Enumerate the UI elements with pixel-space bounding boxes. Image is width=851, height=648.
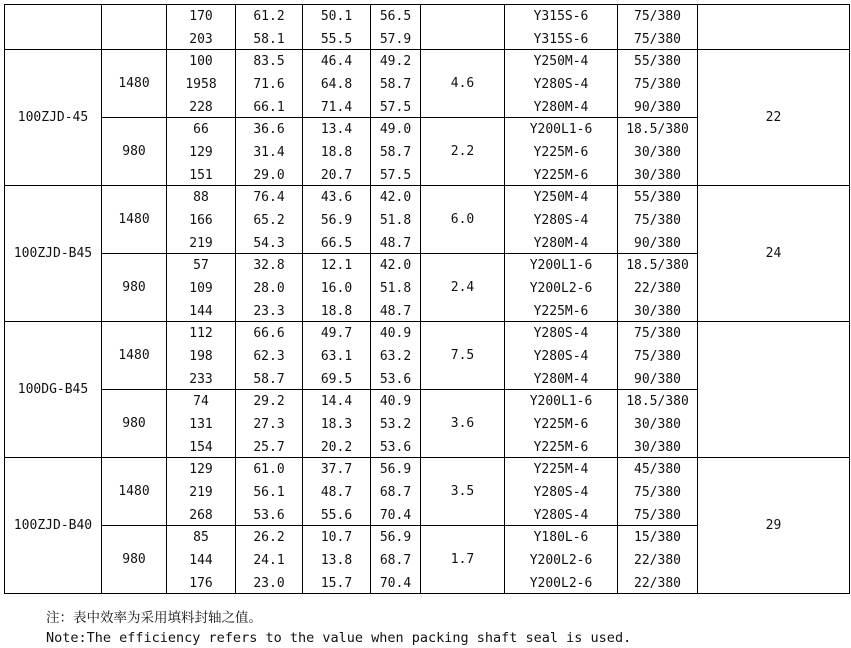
npsh-cell: 3.6 [421, 390, 505, 458]
speed-cell: 1480 [102, 458, 167, 526]
speed-cell: 980 [102, 118, 167, 186]
head-cell: 61.0 56.1 53.6 [236, 458, 303, 526]
efficiency-cell: 40.9 53.2 53.6 [371, 390, 421, 458]
power-voltage-cell: 15/380 22/380 22/380 [618, 526, 698, 594]
flow-cell: 112 198 233 [167, 322, 236, 390]
shaft-power-cell: 46.4 64.8 71.4 [303, 50, 371, 118]
efficiency-cell: 56.5 57.9 [371, 5, 421, 50]
speed-cell: 980 [102, 254, 167, 322]
npsh-cell: 6.0 [421, 186, 505, 254]
npsh-cell [421, 5, 505, 50]
shaft-power-cell: 43.6 56.9 66.5 [303, 186, 371, 254]
flow-cell: 66 129 151 [167, 118, 236, 186]
flow-cell: 74 131 154 [167, 390, 236, 458]
shaft-power-cell: 50.1 55.5 [303, 5, 371, 50]
motor-cell: Y200L1-6 Y225M-6 Y225M-6 [505, 390, 618, 458]
motor-cell: Y180L-6 Y200L2-6 Y200L2-6 [505, 526, 618, 594]
efficiency-cell: 49.2 58.7 57.5 [371, 50, 421, 118]
efficiency-cell: 42.0 51.8 48.7 [371, 254, 421, 322]
model-cell: 100DG-B45 [5, 322, 102, 458]
power-voltage-cell: 18.5/380 30/380 30/380 [618, 118, 698, 186]
power-voltage-cell: 55/380 75/380 90/380 [618, 50, 698, 118]
speed-cell: 1480 [102, 186, 167, 254]
flow-cell: 129 219 268 [167, 458, 236, 526]
shaft-power-cell: 10.7 13.8 15.7 [303, 526, 371, 594]
npsh-cell: 2.2 [421, 118, 505, 186]
model-cell [5, 5, 102, 50]
efficiency-cell: 40.9 63.2 53.6 [371, 322, 421, 390]
motor-cell: Y250M-4 Y280S-4 Y280M-4 [505, 50, 618, 118]
npsh-cell: 1.7 [421, 526, 505, 594]
speed-cell: 980 [102, 526, 167, 594]
table-row-top-partial [5, 5, 850, 50]
power-voltage-cell: 18.5/380 22/380 30/380 [618, 254, 698, 322]
note-english: Note:The efficiency refers to the value when packing shaft seal is used. [46, 630, 632, 646]
speed-cell: 1480 [102, 322, 167, 390]
efficiency-cell: 56.9 68.7 70.4 [371, 526, 421, 594]
speed-cell [102, 5, 167, 50]
head-cell: 76.4 65.2 54.3 [236, 186, 303, 254]
shaft-power-cell: 49.7 63.1 69.5 [303, 322, 371, 390]
power-voltage-cell: 18.5/380 30/380 30/380 [618, 390, 698, 458]
head-cell: 32.8 28.0 23.3 [236, 254, 303, 322]
shaft-power-cell: 14.4 18.3 20.2 [303, 390, 371, 458]
head-cell: 36.6 31.4 29.0 [236, 118, 303, 186]
speed-cell: 980 [102, 390, 167, 458]
table-row [5, 50, 850, 118]
model-cell: 100ZJD-B40 [5, 458, 102, 594]
flow-cell: 57 109 144 [167, 254, 236, 322]
efficiency-cell: 49.0 58.7 57.5 [371, 118, 421, 186]
weight-cell: 22 [698, 50, 850, 186]
weight-cell: 29 [698, 458, 850, 594]
motor-cell: Y200L1-6 Y225M-6 Y225M-6 [505, 118, 618, 186]
weight-cell [698, 322, 850, 458]
shaft-power-cell: 12.1 16.0 18.8 [303, 254, 371, 322]
motor-cell: Y280S-4 Y280S-4 Y280M-4 [505, 322, 618, 390]
motor-cell: Y250M-4 Y280S-4 Y280M-4 [505, 186, 618, 254]
npsh-cell: 4.6 [421, 50, 505, 118]
shaft-power-cell: 37.7 48.7 55.6 [303, 458, 371, 526]
weight-cell: 24 [698, 186, 850, 322]
flow-cell: 88 166 219 [167, 186, 236, 254]
table-row [5, 458, 850, 526]
model-cell: 100ZJD-45 [5, 50, 102, 186]
head-cell: 61.2 58.1 [236, 5, 303, 50]
weight-cell [698, 5, 850, 50]
motor-cell: Y200L1-6 Y200L2-6 Y225M-6 [505, 254, 618, 322]
efficiency-cell: 42.0 51.8 48.7 [371, 186, 421, 254]
head-cell: 83.5 71.6 66.1 [236, 50, 303, 118]
head-cell: 26.2 24.1 23.0 [236, 526, 303, 594]
power-voltage-cell: 45/380 75/380 75/380 [618, 458, 698, 526]
note-chinese: 注：表中效率为采用填料封轴之值。 [46, 610, 262, 626]
motor-cell: Y225M-4 Y280S-4 Y280S-4 [505, 458, 618, 526]
head-cell: 66.6 62.3 58.7 [236, 322, 303, 390]
flow-cell: 170 203 [167, 5, 236, 50]
npsh-cell: 7.5 [421, 322, 505, 390]
speed-cell: 1480 [102, 50, 167, 118]
shaft-power-cell: 13.4 18.8 20.7 [303, 118, 371, 186]
power-voltage-cell: 75/380 75/380 90/380 [618, 322, 698, 390]
efficiency-cell: 56.9 68.7 70.4 [371, 458, 421, 526]
npsh-cell: 2.4 [421, 254, 505, 322]
npsh-cell: 3.5 [421, 458, 505, 526]
flow-cell: 85 144 176 [167, 526, 236, 594]
table-row [5, 186, 850, 254]
power-voltage-cell: 55/380 75/380 90/380 [618, 186, 698, 254]
flow-cell: 100 1958 228 [167, 50, 236, 118]
model-cell: 100ZJD-B45 [5, 186, 102, 322]
pump-performance-table [4, 4, 850, 594]
head-cell: 29.2 27.3 25.7 [236, 390, 303, 458]
power-voltage-cell: 75/380 75/380 [618, 5, 698, 50]
table-row [5, 322, 850, 390]
motor-cell: Y315S-6 Y315S-6 [505, 5, 618, 50]
